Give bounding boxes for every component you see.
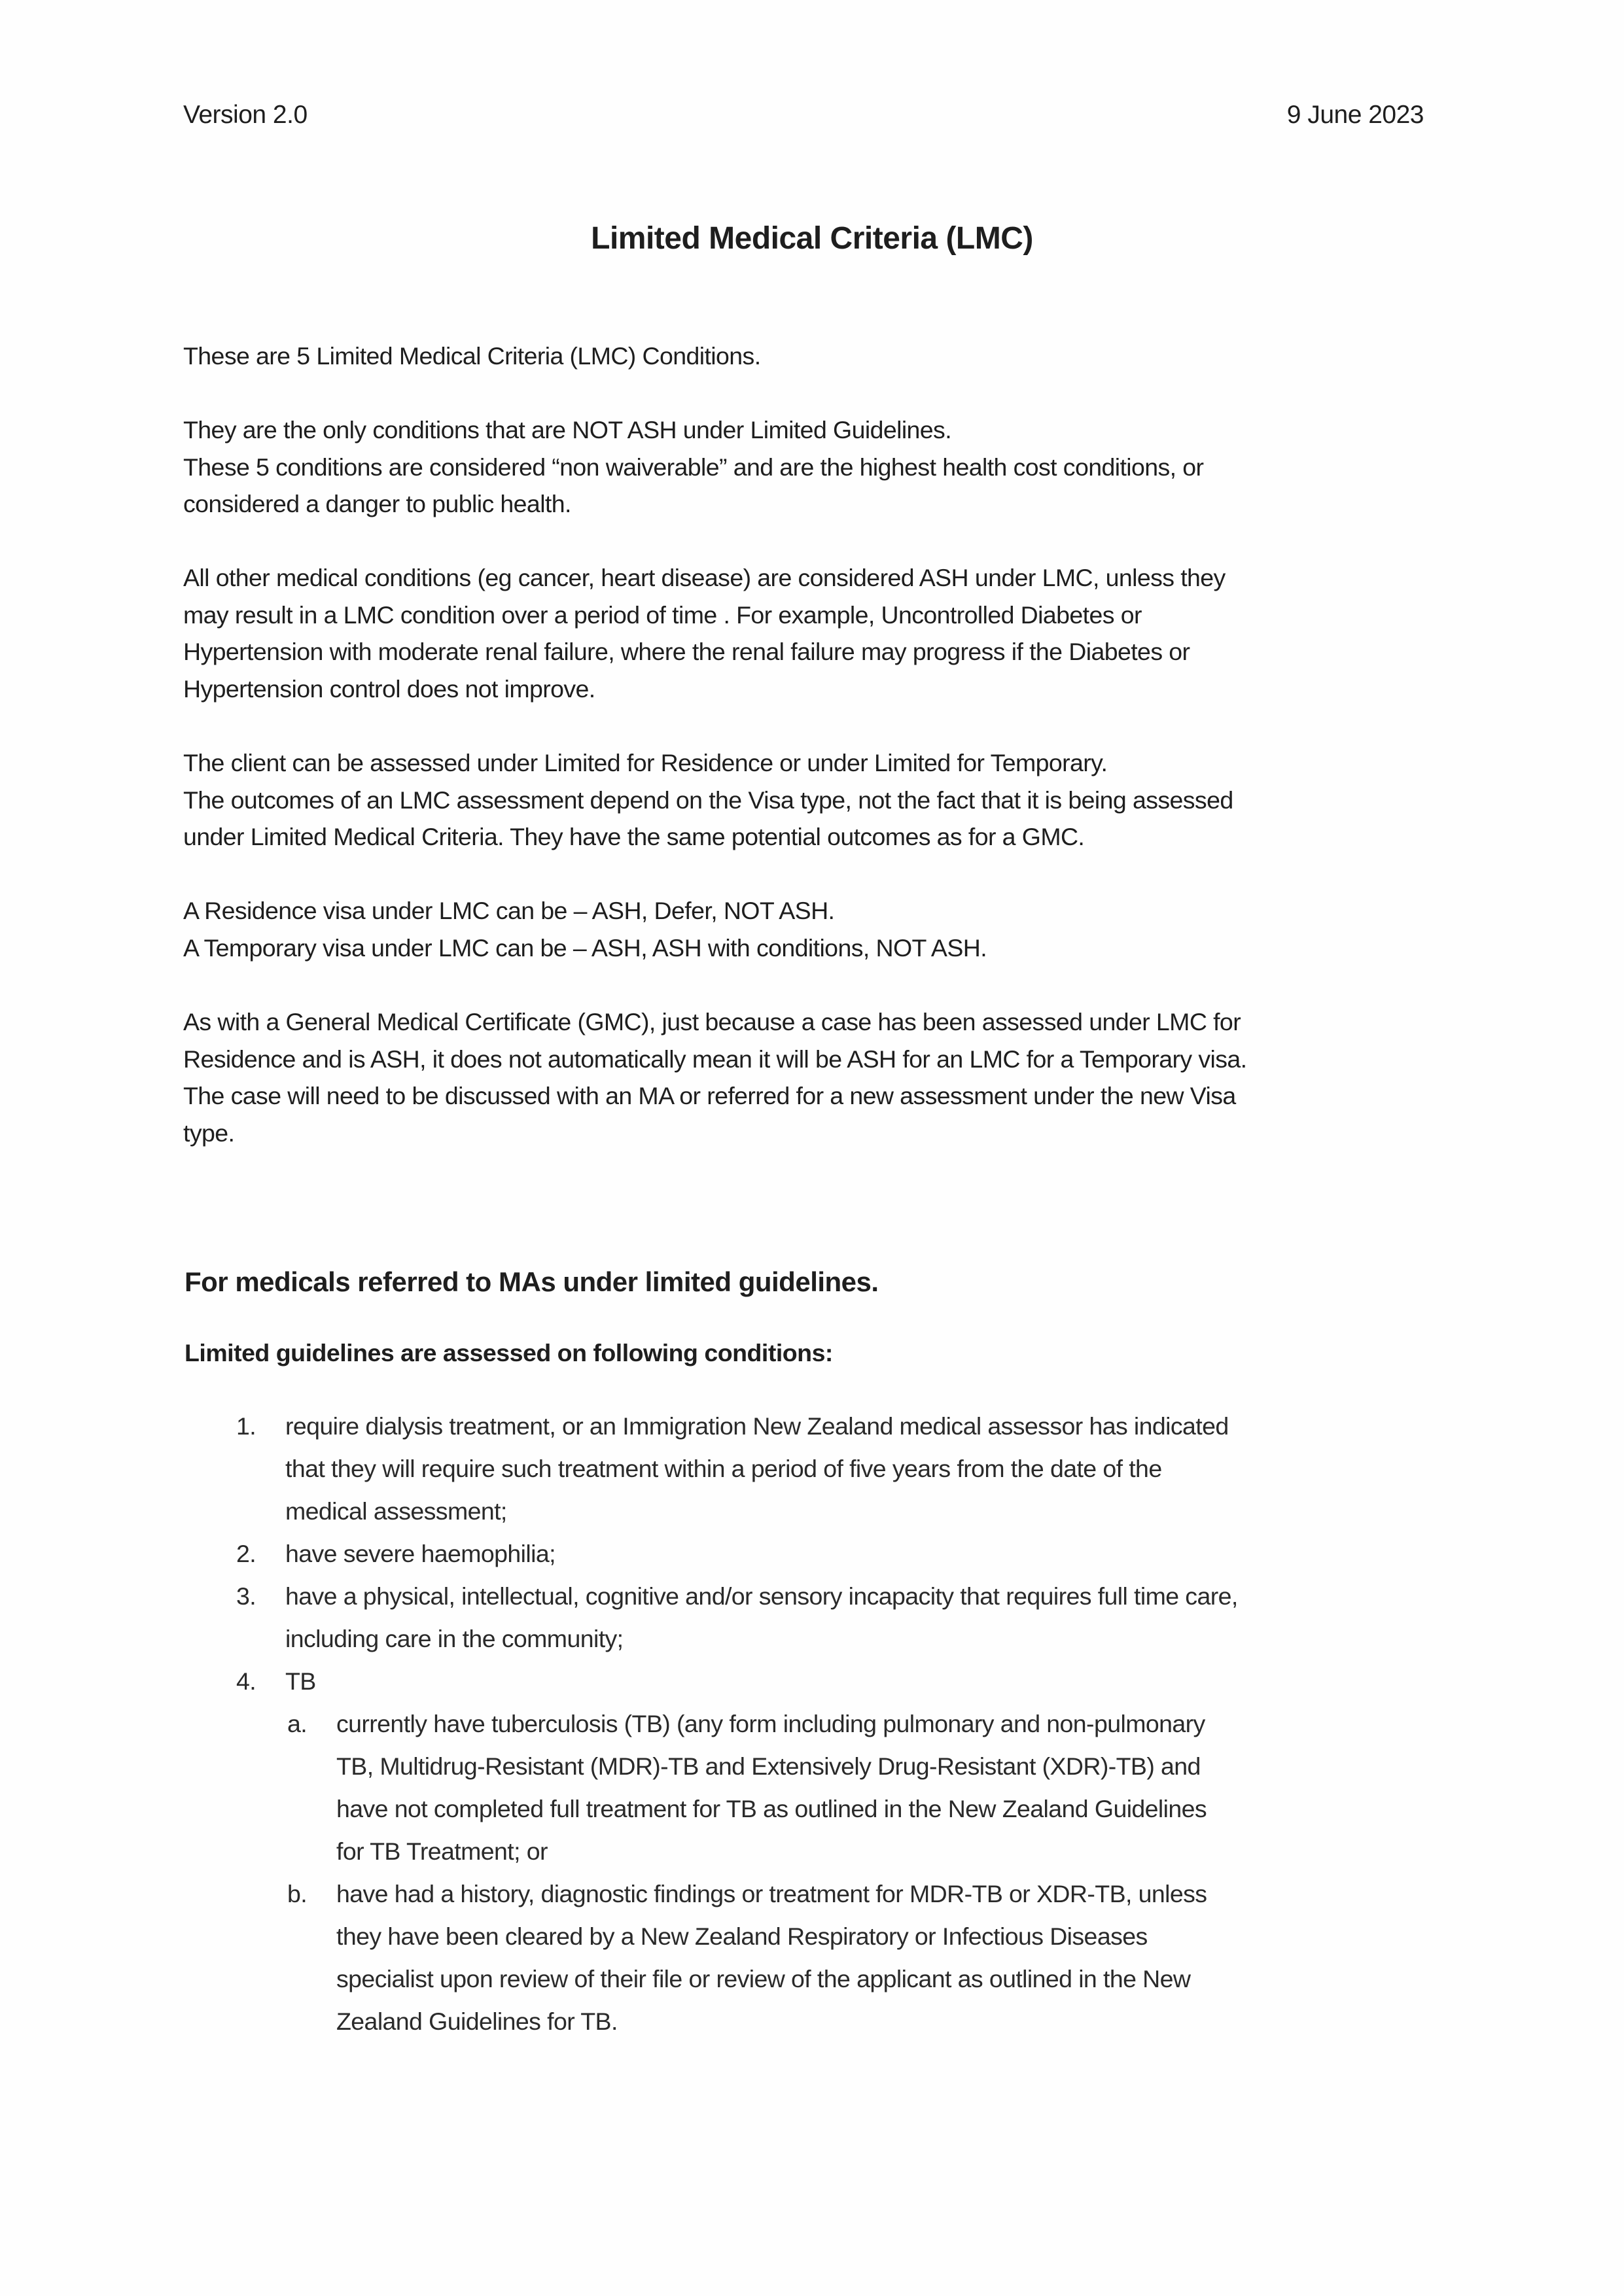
text-line: have severe haemophilia; — [285, 1540, 556, 1567]
text-line: Hypertension control does not improve. — [183, 674, 595, 703]
list-item — [236, 1660, 1460, 1703]
text-line: have not completed full treatment for TB as outlined in the New Zealand Guidelines — [336, 1795, 1207, 1822]
intro-paragraph-2 — [183, 411, 1439, 523]
text-line: A Residence visa under LMC can be – ASH, Defer, NOT ASH. — [183, 897, 835, 924]
text-line: including care in the community; — [285, 1625, 624, 1652]
conditions-list — [236, 1405, 1460, 2043]
text-line: have a physical, intellectual, cognitive and/or sensory incapacity that requires full time care, — [285, 1582, 1238, 1610]
text-line: The case will need to be discussed with an MA or referred for a new assessment under the new Visa — [183, 1082, 1236, 1109]
text-line: have had a history, diagnostic findings or treatment for MDR-TB or XDR-TB, unless — [336, 1880, 1207, 1907]
text-line: The client can be assessed under Limited for Residence or under Limited for Temporary. — [183, 749, 1108, 776]
text-line: They are the only conditions that are NOT ASH under Limited Guidelines. — [183, 416, 952, 444]
text-line: type. — [183, 1119, 235, 1147]
list-item — [236, 1405, 1460, 1533]
version-label: Version 2.0 — [183, 101, 308, 129]
text-line: As with a General Medical Certificate (GMC), just because a case has been assessed under LMC for — [183, 1008, 1241, 1035]
sublist-letter: a. — [287, 1710, 308, 1737]
text-line: that they will require such treatment within a period of five years from the date of the — [285, 1455, 1162, 1482]
tb-sublist — [287, 1703, 1460, 2043]
text-line: Zealand Guidelines for TB. — [336, 2008, 618, 2035]
text-line: The outcomes of an LMC assessment depend on the Visa type, not the fact that it is being assessed — [183, 786, 1233, 814]
section-heading: For medicals referred to MAs under limited guidelines. — [185, 1266, 879, 1297]
text-line: TB, Multidrug-Resistant (MDR)-TB and Extensively Drug-Resistant (XDR)-TB) and — [336, 1752, 1201, 1780]
intro-paragraph-1 — [183, 338, 1439, 375]
text-line: considered a danger to public health. — [183, 490, 571, 517]
intro-paragraph-6 — [183, 1003, 1439, 1151]
text-line: Residence and is ASH, it does not automatically mean it will be ASH for an LMC for a Temporary visa. — [183, 1045, 1247, 1073]
list-number: 1. — [236, 1412, 256, 1440]
text-line: All other medical conditions (eg cancer, heart disease) are considered ASH under LMC, unless they — [183, 564, 1226, 591]
list-item — [236, 1575, 1460, 1660]
section-subheading: Limited guidelines are assessed on following conditions: — [185, 1339, 833, 1366]
text-line: These are 5 Limited Medical Criteria (LMC) Conditions. — [183, 342, 761, 370]
text-line: under Limited Medical Criteria. They have the same potential outcomes as for a GMC. — [183, 823, 1085, 850]
sublist-letter: b. — [287, 1880, 308, 1907]
intro-paragraph-4 — [183, 744, 1439, 856]
intro-paragraph-3 — [183, 559, 1439, 707]
text-line: require dialysis treatment, or an Immigration New Zealand medical assessor has indicated — [285, 1412, 1229, 1440]
list-number: 3. — [236, 1582, 256, 1610]
text-line: they have been cleared by a New Zealand Respiratory or Infectious Diseases — [336, 1922, 1148, 1950]
intro-paragraph-5 — [183, 892, 1439, 966]
text-line: These 5 conditions are considered “non waiverable” and are the highest health cost conditions, or — [183, 453, 1204, 481]
text-line: currently have tuberculosis (TB) (any form including pulmonary and non-pulmonary — [336, 1710, 1205, 1737]
text-line: for TB Treatment; or — [336, 1837, 548, 1865]
text-line: Hypertension with moderate renal failure, where the renal failure may progress if the Diabetes or — [183, 638, 1190, 665]
text-line: specialist upon review of their file or review of the applicant as outlined in the New — [336, 1965, 1191, 1992]
list-number: 2. — [236, 1540, 256, 1567]
list-number: 4. — [236, 1667, 256, 1695]
sublist-item — [287, 1703, 1460, 1873]
sublist-item — [287, 1873, 1460, 2043]
text-line: medical assessment; — [285, 1497, 507, 1525]
list-item — [236, 1533, 1460, 1575]
document-date: 9 June 2023 — [1286, 101, 1424, 129]
text-line: may result in a LMC condition over a period of time . For example, Uncontrolled Diabetes or — [183, 600, 1142, 629]
text-line: A Temporary visa under LMC can be – ASH, ASH with conditions, NOT ASH. — [183, 933, 987, 962]
text-line: TB — [285, 1667, 316, 1695]
page-title: Limited Medical Criteria (LMC) — [591, 221, 1033, 256]
